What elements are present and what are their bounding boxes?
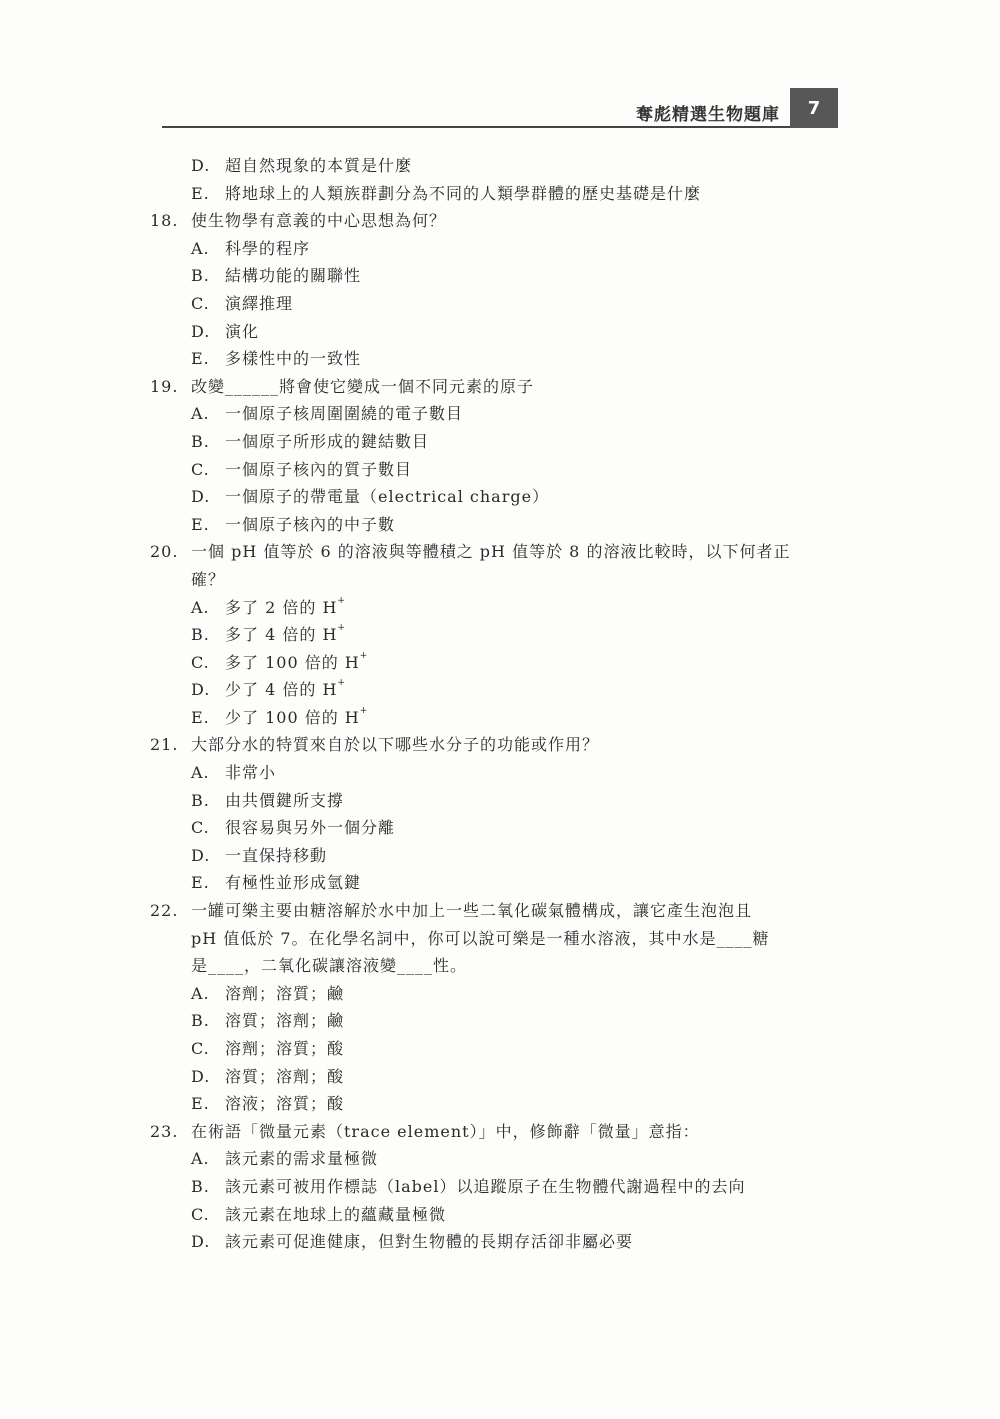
page-header [162,88,838,128]
question-19: 19. 改變______將會使它變成一個不同元素的原子 [150,376,535,396]
option-18-a: A. 科學的程序 [191,238,311,258]
question-22: 22. 一罐可樂主要由糖溶解於水中加上一些二氧化碳氣體構成，讓它產生泡泡且 [150,901,753,921]
question-21: 21. 大部分水的特質來自於以下哪些水分子的功能或作用？ [150,735,600,755]
option-17-e: E. 將地球上的人類族群劃分為不同的人類學群體的歷史基礎是什麼 [191,183,702,203]
question-20-continued: 確？ [191,569,226,589]
question-18: 18. 使生物學有意義的中心思想為何？ [150,211,447,231]
option-20-b: B. 多了 4 倍的 H+ [191,623,346,645]
option-21-b: B. 由共價鍵所支撐 [191,790,345,810]
option-23-b: B. 該元素可被用作標誌（label）以追蹤原子在生物體代謝過程中的去向 [191,1176,746,1196]
option-18-d: D. 演化 [191,321,260,341]
question-22-continued-2: 是____，二氧化碳讓溶液變____性。 [191,956,468,976]
question-23: 23. 在術語「微量元素（trace element）」中，修飾辭「微量」意指： [150,1121,700,1141]
question-list [150,152,850,1256]
option-22-d: D. 溶質；溶劑；酸 [191,1066,345,1086]
option-19-e: E. 一個原子核內的中子數 [191,514,396,534]
page-number-badge: 7 [790,88,838,128]
question-20: 20. 一個 pH 值等於 6 的溶液與等體積之 pH 值等於 8 的溶液比較時，以下何者正 [150,542,791,562]
question-22-continued-1: pH 值低於 7。在化學名詞中，你可以說可樂是一種水溶液，其中水是____糖 [191,928,770,948]
option-20-c: C. 多了 100 倍的 H+ [191,650,369,672]
option-20-d: D. 少了 4 倍的 H+ [191,678,346,700]
option-17-d: D. 超自然現象的本質是什麼 [191,156,413,175]
answer-blank: ______ [225,376,280,396]
option-20-a: A. 多了 2 倍的 H+ [191,595,346,617]
option-18-e: E. 多樣性中的一致性 [191,349,362,369]
option-23-a: A. 該元素的需求量極微 [191,1149,379,1169]
option-21-c: C. 很容易與另外一個分離 [191,818,396,838]
option-21-e: E. 有極性並形成氫鍵 [191,873,362,893]
option-23-c: C. 該元素在地球上的蘊藏量極微 [191,1204,447,1224]
option-19-c: C. 一個原子核內的質子數目 [191,459,413,479]
option-19-b: B. 一個原子所形成的鍵結數目 [191,431,430,451]
header-rule [162,126,790,128]
option-19-a: A. 一個原子核周圍圍繞的電子數目 [191,404,464,424]
book-title: 奪彪精選生物題庫 [636,105,780,125]
option-19-d: D. 一個原子的帶電量（electrical charge） [191,487,550,507]
option-20-e: E. 少了 100 倍的 H+ [191,705,369,727]
option-22-b: B. 溶質；溶劑；鹼 [191,1011,345,1031]
option-22-a: A. 溶劑；溶質；鹼 [191,983,345,1003]
option-23-d: D. 該元素可促進健康，但對生物體的長期存活卻非屬必要 [191,1232,634,1252]
option-22-e: E. 溶液；溶質；酸 [191,1094,345,1114]
option-18-c: C. 演繹推理 [191,293,294,313]
option-18-b: B. 結構功能的關聯性 [191,266,362,286]
option-21-d: D. 一直保持移動 [191,845,328,865]
option-22-c: C. 溶劑；溶質；酸 [191,1039,345,1058]
option-21-a: A. 非常小 [191,763,277,783]
